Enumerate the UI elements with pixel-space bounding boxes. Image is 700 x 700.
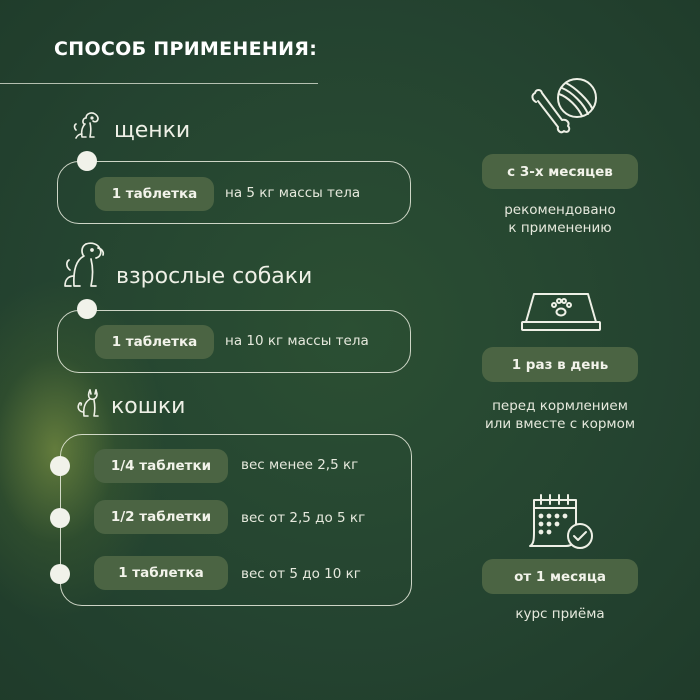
info-badge-frequency: 1 раз в день	[482, 347, 638, 382]
dose-description: вес менее 2,5 кг	[241, 457, 359, 473]
section-cats-header	[75, 386, 185, 418]
dose-pill: 1 таблетка	[95, 177, 214, 211]
puppy-icon	[72, 108, 106, 142]
info-text-age	[460, 201, 660, 237]
info-badge-duration: от 1 месяца	[482, 559, 638, 594]
info-text-frequency	[450, 397, 670, 433]
section-label-puppies: щенки	[114, 118, 191, 143]
bullet-dot	[50, 456, 70, 476]
section-puppies-header	[72, 108, 190, 142]
bone-and-ball-icon	[528, 74, 602, 142]
bullet-dot	[77, 151, 97, 171]
bullet-dot	[50, 508, 70, 528]
info-line: рекомендовано	[504, 202, 616, 218]
section-dogs-header	[62, 240, 312, 290]
dose-pill: 1 таблетка	[94, 556, 228, 590]
dose-description: вес от 2,5 до 5 кг	[241, 510, 366, 526]
dose-description: на 10 кг массы тела	[225, 333, 369, 349]
info-badge-age: с 3-х месяцев	[482, 154, 638, 189]
title-divider	[0, 83, 318, 84]
calendar-check-icon	[528, 492, 596, 552]
dose-pill: 1 таблетка	[95, 325, 214, 359]
bullet-dot	[50, 564, 70, 584]
bullet-dot	[77, 299, 97, 319]
dose-description: на 5 кг массы тела	[225, 185, 361, 201]
dog-icon	[62, 240, 108, 290]
dose-pill: 1/2 таблетки	[94, 500, 228, 534]
section-label-cats: кошки	[111, 394, 186, 419]
cat-icon	[75, 386, 103, 418]
info-line: курс приёма	[515, 606, 605, 622]
page-title: СПОСОБ ПРИМЕНЕНИЯ:	[54, 38, 318, 60]
dose-pill: 1/4 таблетки	[94, 449, 228, 483]
info-text-duration	[460, 605, 660, 623]
dose-description: вес от 5 до 10 кг	[241, 566, 361, 582]
info-line: или вместе с кормом	[484, 416, 636, 432]
pet-bowl-icon	[520, 290, 602, 334]
section-label-dogs: взрослые собаки	[116, 264, 313, 289]
info-line: перед кормлением	[492, 398, 628, 414]
info-line: к применению	[508, 220, 612, 236]
